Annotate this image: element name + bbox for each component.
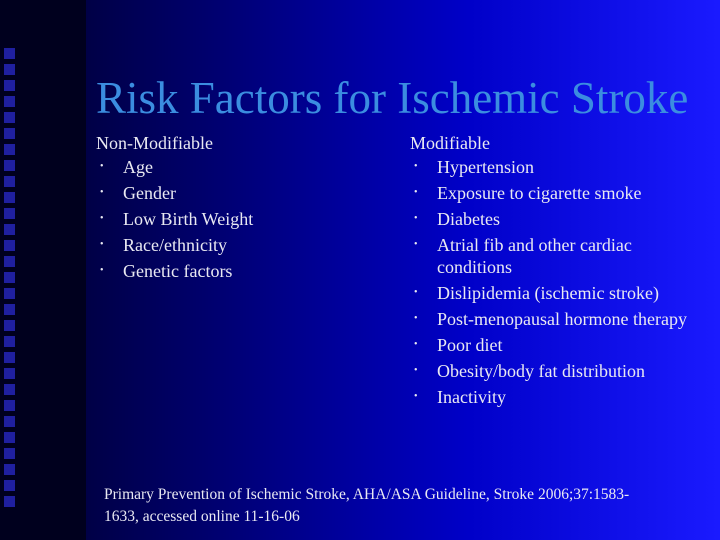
list-item (96, 156, 386, 178)
decorative-square (4, 336, 15, 347)
list-item-text: Diabetes (437, 209, 500, 229)
bullet-icon: • (414, 339, 418, 350)
list-item-text: Hypertension (437, 157, 534, 177)
citation-text: Primary Prevention of Ischemic Stroke, AHA/ASA Guideline, Stroke 2006;37:1583-1633, accessed online 11-16-06 (104, 486, 630, 525)
list-item-text: Genetic factors (123, 261, 233, 281)
decorative-square (4, 192, 15, 203)
decorative-square (4, 224, 15, 235)
list-item-text: Gender (123, 183, 176, 203)
list-item (96, 234, 386, 256)
decorative-square (4, 176, 15, 187)
bullet-icon: • (414, 239, 418, 250)
list-item (96, 260, 386, 282)
list-item (410, 156, 710, 178)
decorative-square (4, 256, 15, 267)
decorative-square (4, 160, 15, 171)
modifiable-column (410, 130, 710, 412)
list-item (96, 182, 386, 204)
list-item-text: Low Birth Weight (123, 209, 254, 229)
decorative-square (4, 464, 15, 475)
decorative-square (4, 304, 15, 315)
bullet-icon: • (100, 161, 104, 172)
decorative-square (4, 400, 15, 411)
modifiable-list (410, 156, 710, 408)
non-modifiable-list (96, 156, 386, 282)
decorative-square (4, 128, 15, 139)
list-item (410, 334, 710, 356)
decorative-square (4, 240, 15, 251)
bullet-icon: • (100, 239, 104, 250)
list-item (410, 282, 710, 304)
bullet-icon: • (100, 187, 104, 198)
list-item-text: Obesity/body fat distribution (437, 361, 645, 381)
decorative-square (4, 352, 15, 363)
decorative-square (4, 432, 15, 443)
list-item-text: Inactivity (437, 387, 506, 407)
bullet-icon: • (100, 265, 104, 276)
decorative-square (4, 416, 15, 427)
decorative-square (4, 448, 15, 459)
bullet-icon: • (414, 365, 418, 376)
list-item (410, 386, 710, 408)
left-decorative-band (0, 0, 86, 540)
list-item (410, 234, 710, 278)
decorative-squares (4, 48, 22, 507)
bullet-icon: • (100, 213, 104, 224)
decorative-square (4, 144, 15, 155)
decorative-square (4, 112, 15, 123)
decorative-square (4, 480, 15, 491)
decorative-square (4, 96, 15, 107)
list-item-text: Dislipidemia (ischemic stroke) (437, 283, 659, 303)
non-modifiable-heading: Non-Modifiable (96, 133, 213, 153)
bullet-icon: • (414, 161, 418, 172)
list-item (410, 360, 710, 382)
bullet-icon: • (414, 213, 418, 224)
list-item-text: Post-menopausal hormone therapy (437, 309, 687, 329)
decorative-square (4, 80, 15, 91)
decorative-square (4, 384, 15, 395)
bullet-icon: • (414, 313, 418, 324)
decorative-square (4, 320, 15, 331)
decorative-square (4, 496, 15, 507)
bullet-icon: • (414, 187, 418, 198)
decorative-square (4, 64, 15, 75)
list-item (410, 308, 710, 330)
decorative-square (4, 288, 15, 299)
modifiable-heading: Modifiable (410, 133, 490, 153)
list-item-text: Age (123, 157, 153, 177)
non-modifiable-column (96, 130, 386, 286)
list-item-text: Poor diet (437, 335, 503, 355)
list-item (410, 208, 710, 230)
decorative-square (4, 368, 15, 379)
bullet-icon: • (414, 287, 418, 298)
decorative-square (4, 272, 15, 283)
decorative-square (4, 208, 15, 219)
list-item (410, 182, 710, 204)
decorative-square (4, 48, 15, 59)
list-item-text: Race/ethnicity (123, 235, 227, 255)
slide-title: Risk Factors for Ischemic Stroke (96, 73, 689, 123)
list-item (96, 208, 386, 230)
list-item-text: Exposure to cigarette smoke (437, 183, 642, 203)
list-item-text: Atrial fib and other cardiac conditions (437, 235, 632, 277)
bullet-icon: • (414, 391, 418, 402)
